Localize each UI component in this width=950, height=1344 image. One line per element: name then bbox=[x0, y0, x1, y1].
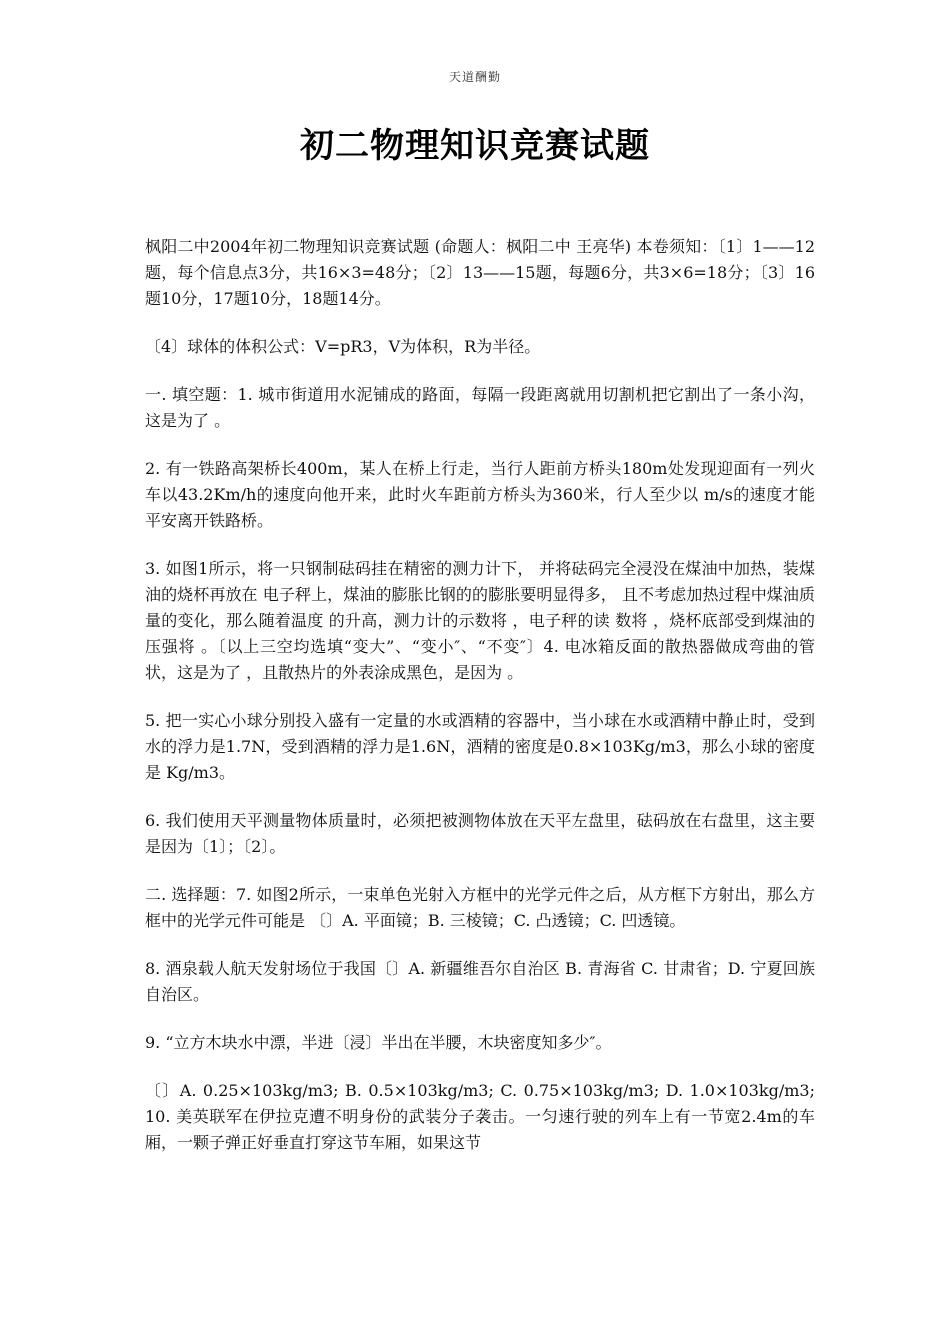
page-title: 初二物理知识竞赛试题 bbox=[300, 126, 650, 166]
paragraph-question-9: 9. “立方木块水中漂，半进〔浸〕半出在半腰，木块密度知多少″。 bbox=[145, 1033, 612, 1052]
paragraph-question-3-4: 3. 如图1所示，将一只钢制砝码挂在精密的测力计下， 并将砝码完全浸没在煤油中加热，装煤油的烧杯再放在 电子秤上，煤油的膨胀比钢的的膨胀要明显得多， 且不考虑加热过程中煤油质量的变化，那么随着温度 的升高，测力计的示数将 ，电子秤的读 数将 ，烧杯底部受到煤油的压强将 。〔以上三空均选填“变大”、“变小″、“不变″〕4. 电冰箱反面的散热器做成弯曲的管状，这是为了 ，且散热片的外表涂成黑色，是因为 。 bbox=[145, 559, 815, 682]
page-header: 天道酬勤 bbox=[448, 70, 501, 84]
paragraph-question-6: 6. 我们使用天平测量物体质量时，必须把被测物体放在天平左盘里，砝码放在右盘里，这主要是因为〔1〕；〔2〕。 bbox=[145, 811, 815, 856]
paragraph-instructions: 枫阳二中2004年初二物理知识竞赛试题 (命题人：枫阳二中 王亮华) 本卷须知：〔1〕1——12题，每个信息点3分，共16×3=48分；〔2〕13——15题，每题6分，共3×6=18分；〔3〕16题10分，17题10分，18题14分。 bbox=[145, 237, 815, 308]
paragraph-question-1: 一. 填空题：1. 城市街道用水泥铺成的路面，每隔一段距离就用切割机把它割出了一条小沟，这是为了 。 bbox=[145, 385, 815, 430]
document-body bbox=[145, 234, 815, 1178]
paragraph-question-7: 二. 选择题：7. 如图2所示，一束单色光射入方框中的光学元件之后，从方框下方射出，那么方框中的光学元件可能是 〔〕A. 平面镜；B. 三棱镜；C. 凸透镜；C. 凹透镜。 bbox=[145, 885, 815, 930]
paragraph-sphere-formula: 〔4〕球体的体积公式：V=pR3，V为体积，R为半径。 bbox=[145, 337, 541, 356]
paragraph-question-2: 2. 有一铁路高架桥长400m，某人在桥上行走，当行人距前方桥头180m处发现迎面有一列火车以43.2Km/h的速度向他开来，此时火车距前方桥头为360米，行人至少以 m/s的速度才能平安离开铁路桥。 bbox=[145, 459, 815, 530]
paragraph-question-8: 8. 酒泉载人航天发射场位于我国〔〕A. 新疆维吾尔自治区 B. 青海省 C. 甘肃省；D. 宁夏回族自治区。 bbox=[145, 959, 815, 1004]
paragraph-question-5: 5. 把一实心小球分别投入盛有一定量的水或酒精的容器中，当小球在水或酒精中静止时，受到水的浮力是1.7N，受到酒精的浮力是1.6N，酒精的密度是0.8×103Kg/m3，那么小球的密度是 Kg/m3。 bbox=[145, 711, 815, 782]
paragraph-question-9-options-10: 〔〕A. 0.25×103kg/m3; B. 0.5×103kg/m3; C. 0.75×103kg/m3; D. 1.0×103kg/m3; 10. 美英联军在伊拉克遭不明身份的武装分子袭击。一匀速行驶的列车上有一节宽2.4m的车厢，一颗子弹正好垂直打穿这节车厢，如果这节 bbox=[145, 1081, 815, 1152]
